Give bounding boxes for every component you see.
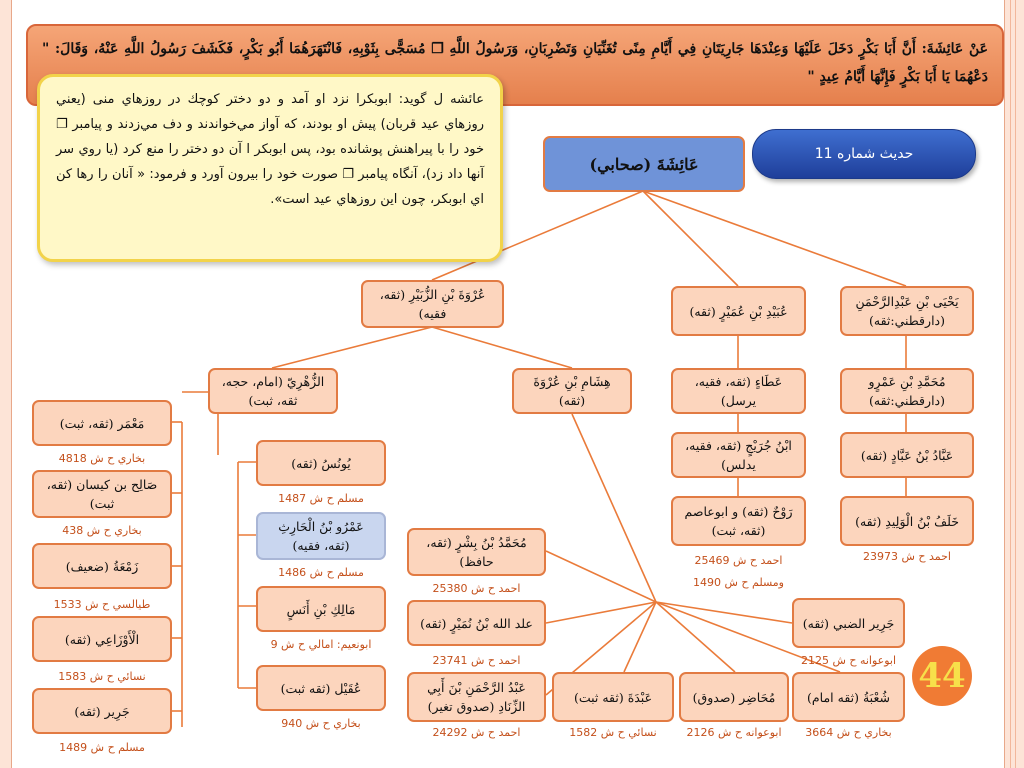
source-ref-uqayl: بخاري ح ش 940 <box>281 717 361 730</box>
source-ref-abdurrahman: احمد ح ش 24292 <box>432 726 521 739</box>
narrator-zamaa: زَمْعَةُ (ضعيف) <box>32 543 172 589</box>
narrator-abdullah-numayr: علد الله بْنُ نُمَيْرٍ (ثقه) <box>407 600 546 646</box>
edge-urwa-zuhri <box>272 327 432 368</box>
narrator-ibn-jurayj: ابْنُ جُرَيْجٍ (ثقه، فقيه، يدلس) <box>671 432 806 478</box>
source-ref-yunus: مسلم ح ش 1487 <box>278 492 364 505</box>
narrator-yahya: يَحْيَى بْنِ عَبْدِالرَّحْمَنِ (دارقطني:ثقه) <box>840 286 974 336</box>
source-ref-abdullah-numayr: احمد ح ش 23741 <box>432 654 521 667</box>
edge-hub-abda <box>624 602 656 672</box>
narrator-yunus: يُونُسُ (ثقه) <box>256 440 386 486</box>
source-ref-rawh-ahmad: احمد ح ش 25469 <box>694 554 783 567</box>
page-number: 44 <box>912 646 972 706</box>
hadith-number-badge: حديث شماره 11 <box>752 129 976 179</box>
source-ref-awzai: نسائي ح ش 1583 <box>58 670 146 683</box>
edge-root-ubayd <box>643 191 738 286</box>
narrator-abbad: عَبَّادُ بْنُ عَبَّادٍ (ثقه) <box>840 432 974 478</box>
source-ref-zamaa: طيالسي ح ش 1533 <box>53 598 151 611</box>
source-ref-mamar: بخاري ح ش 4818 <box>58 452 146 465</box>
narrator-jarir-dabbi: جَرِير الضبي (ثقه) <box>792 598 905 648</box>
narrator-muhammad-amr: مُحَمَّدِ بْنِ عَمْرٍو (دارقطني:ثقه) <box>840 368 974 414</box>
edge-urwa-hisham <box>432 327 572 368</box>
edge-hisham-hub <box>572 414 656 602</box>
source-ref-rawh-muslim: ومسلم ح ش 1490 <box>693 576 784 589</box>
narrator-abdurrahman: عَبْدُ الرَّحْمَنِ بْنَ أَبِي الزِّنَادِ (صدوق تغير) <box>407 672 546 722</box>
edge-hub-numayr <box>546 602 656 623</box>
narrator-uqayl: عُقَيْل (ثقه ثبت) <box>256 665 386 711</box>
edge-hub-bishr <box>546 551 656 602</box>
source-ref-jarir-dabbi: ابوعوانه ح ش 2125 <box>800 654 897 667</box>
narrator-khalaf: خَلَفُ بْنُ الْوَلِيدِ (ثقه) <box>840 496 974 546</box>
source-ref-amr-harith: مسلم ح ش 1486 <box>278 566 364 579</box>
narrator-awzai: الْأَوْزَاعِي (ثقه) <box>32 616 172 662</box>
narrator-hisham: هِشَامِ بْنِ عُرْوَةَ (ثقه) <box>512 368 632 414</box>
hadith-arabic-text: عَنْ عَائِشَةَ: أَنَّ أَبَا بَكْرٍ دَخَلَ عَلَيْهَا وَعِنْدَهَا جَارِيَتَانِ فِي أَيَّامِ مِنًى تُغَنِّيَانِ وَتَضْرِبَانِ، وَرَسُولُ اللَّهِ ❐ مُسَجًّى بِثَوْبِهِ، فَانْتَهَرَهُمَا أَبُو بَكْرٍ، فَكَشَفَ رَسُولُ اللَّهِ عَنْهُ، وَقَالَ: " دَعْهُمَا يَا أَبَا بَكْرٍ فَإِنَّهَا أَيَّامُ عِيدٍ " <box>26 24 1004 106</box>
narrator-ata: عَطَاءٍ (ثقه، فقيه، يرسل) <box>671 368 806 414</box>
narrator-mamar: مَعْمَر (ثقه، ثبت) <box>32 400 172 446</box>
source-ref-abda: نسائي ح ش 1582 <box>569 726 657 739</box>
source-ref-jarir: مسلم ح ش 1489 <box>59 741 145 754</box>
narrator-urwa: عُرْوَةَ بْنِ الزُّبَيْرِ (ثقه، فقيه) <box>361 280 504 328</box>
narrator-malik: مَالِكِ بْنِ أَنَسٍ <box>256 586 386 632</box>
source-ref-malik: ابونعيم: امالي ح ش 9 <box>270 638 372 651</box>
source-ref-salih: بخاري ح ش 438 <box>62 524 142 537</box>
narrator-abda: عَبْدَةَ (ثقه ثبت) <box>552 672 674 722</box>
narrator-salih: صَالِح بن كيسان (ثقه، ثبت) <box>32 470 172 518</box>
narrator-aisha: عَائِشَةَ (صحابي) <box>543 136 745 192</box>
narrator-rawh: رَوْحٌ (ثقه) و ابوعاصم (ثقه، ثبت) <box>671 496 806 546</box>
narrator-shuba: شُعْبَةُ (ثقه امام) <box>792 672 905 722</box>
narrator-amr-harith: عَمْرُو بْنُ الْحَارِثِ (ثقه، فقيه) <box>256 512 386 560</box>
narrator-jarir: جَرِير (ثقه) <box>32 688 172 734</box>
narrator-ubayd: عُبَيْدِ بْنِ عُمَيْرٍ (ثقه) <box>671 286 806 336</box>
persian-translation-note: عائشه ل گويد: ابوبكرا نزد او آمد و دو دختر كوچك در روزهاي منى (يعني روزهاي عيد قربان) پيش او بودند، كه آواز مي‌خواندند و دف مي‌زدند و پيامبر ❐ خود را با پيراهنش پوشانده بود، پس ابوبكر ا آن دو دختر را منع كرد (يا روي سر آنها داد زد)، آنگاه پيامبر ❐ صورت خود را بيرون آورد و فرمود: « آنان را رها كن اي ابوبكر، چون اين روزهاي عيد است». <box>37 74 503 262</box>
narrator-zuhri: الزُّهْرِيّ (امام، حجه، ثقه، ثبت) <box>208 368 338 414</box>
narrator-muhammad-bishr: مُحَمَّدُ بْنُ بِشْرٍ (ثقه، حافظ) <box>407 528 546 576</box>
source-ref-muhadir: ابوعوانه ح ش 2126 <box>686 726 782 739</box>
source-ref-muhammad-bishr: احمد ح ش 25380 <box>432 582 521 595</box>
edge-root-yahya <box>643 191 906 286</box>
source-ref-khalaf: احمد ح ش 23973 <box>862 550 951 563</box>
narrator-muhadir: مُحَاضِر (صدوق) <box>679 672 789 722</box>
source-ref-shuba: بخاري ح ش 3664 <box>805 726 892 739</box>
